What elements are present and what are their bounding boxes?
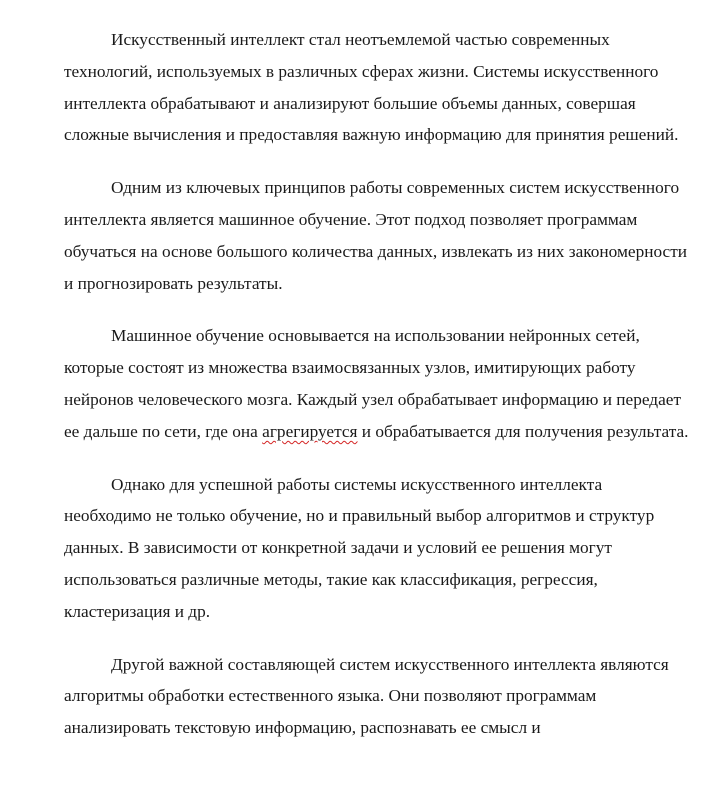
paragraph-algorithms[interactable] [64, 469, 689, 628]
paragraph-text: Однако для успешной работы системы искусственного интеллекта необходимо не только обучение, но и правильный выбор алгоритмов и структур данных. В зависимости от конкретной задачи и условий ее решения могут использоваться различные методы, такие как классификация, регрессия, кластеризация и др. [64, 474, 655, 621]
paragraph-ai-intro[interactable] [64, 24, 689, 151]
spellcheck-flagged-word[interactable]: агрегируется [262, 421, 358, 441]
paragraph-nlp[interactable] [64, 649, 689, 744]
paragraph-text: Другой важной составляющей систем искусственного интеллекта являются алгоритмы обработки естественного языка. Они позволяют программам анализировать текстовую информацию, распознавать ее смысл и [64, 654, 669, 738]
paragraph-text: Искусственный интеллект стал неотъемлемой частью современных технологий, используемых в различных сферах жизни. Системы искусственного интеллекта обрабатывают и анализируют большие объемы данных, совершая сложные вычисления и предоставляя важную информацию для принятия решений. [64, 30, 679, 145]
paragraph-neural-networks[interactable] [64, 320, 689, 447]
paragraph-text: Одним из ключевых принципов работы современных систем искусственного интеллекта является машинное обучение. Этот подход позволяет программам обучаться на основе большого количества данных, извлекать из них закономерности и прогнозировать результаты. [64, 178, 688, 293]
paragraph-text: Машинное обучение основывается на использовании нейронных сетей, которые состоят из множества взаимосвязанных узлов, имитирующих работу нейронов человеческого мозга. Каждый узел обрабатывает информацию и передает ее дальше по сети, где она [64, 326, 681, 441]
paragraph-text: и обрабатывается для получения результата. [357, 421, 689, 441]
document-page [64, 24, 689, 765]
paragraph-machine-learning[interactable] [64, 172, 689, 299]
